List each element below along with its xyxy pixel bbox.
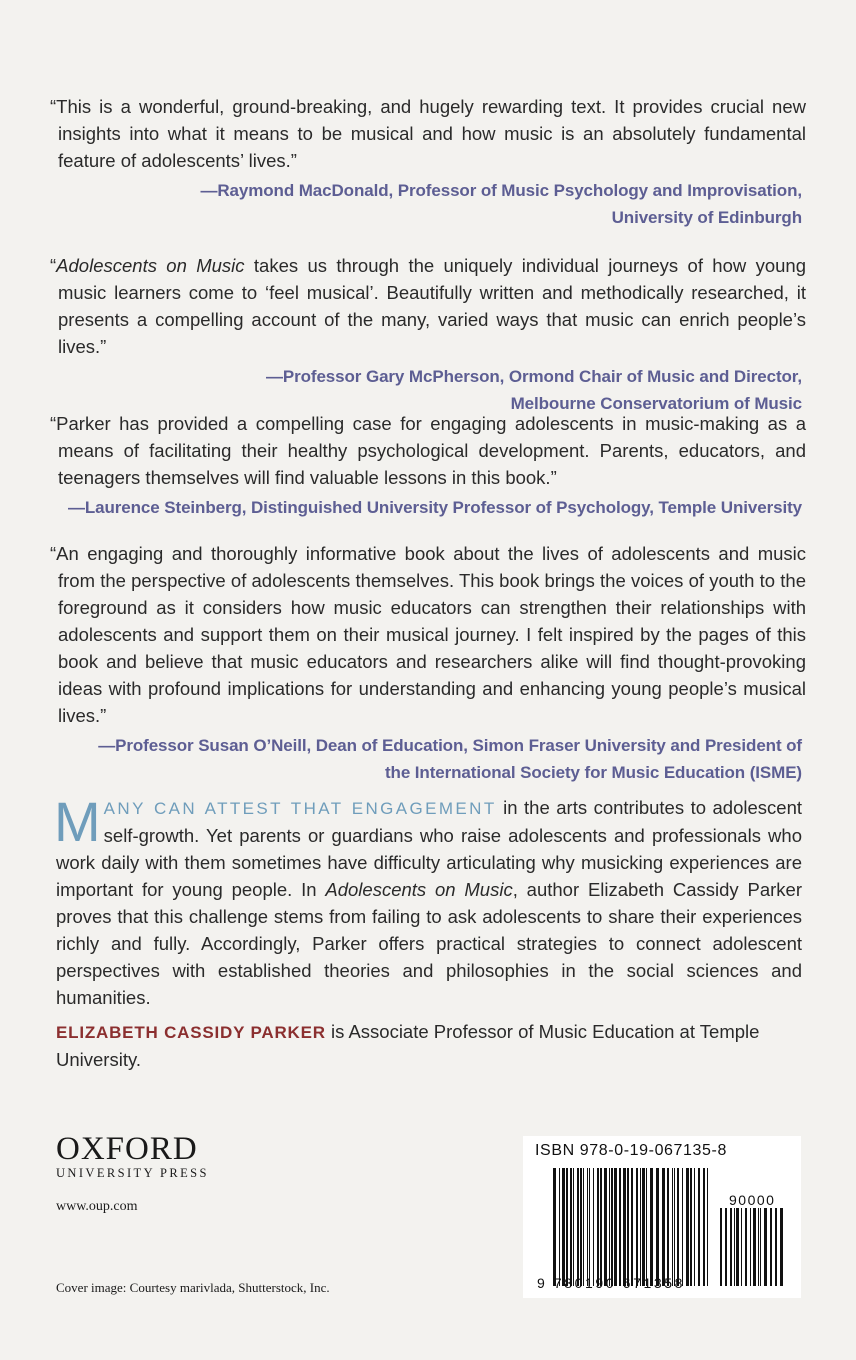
logo-subtitle: UNIVERSITY PRESS <box>56 1166 209 1180</box>
quote-text: “This is a wonderful, ground-breaking, and hugely rewarding text. It provides crucial new insights into what it means to be musical and how music is an absolutely fundamental feature of adolescents’ lives.” <box>50 96 806 171</box>
quote-text: “Adolescents on Music takes us through the uniquely individual journeys of how young music learners come to ‘feel musical’. Beautifully written and methodically researched, it presents a compelling account of the many, varied ways that music can enrich people’s lives.” <box>50 255 806 357</box>
quote-text: “Parker has provided a compelling case for engaging adolescents in music-making as a means of facilitating their healthy psychological development. Parents, educators, and teenagers themselves will find valuable lessons in this book.” <box>50 413 806 488</box>
isbn-label: ISBN 978-0-19-067135-8 <box>535 1142 727 1159</box>
price-addon: 90000 <box>729 1192 776 1208</box>
quote-attribution: —Professor Susan O’Neill, Dean of Education, Simon Fraser University and President of the International Society for Music Education (ISME) <box>98 736 802 782</box>
ean-digits: 9 780190 671358 <box>537 1275 685 1291</box>
isbn-barcode <box>523 1136 801 1298</box>
quote-attribution: —Professor Gary McPherson, Ormond Chair of Music and Director, Melbourne Conservatorium of Music <box>265 367 802 413</box>
publisher-website: www.oup.com <box>56 1199 138 1214</box>
endorsement-quote-3 <box>50 410 806 521</box>
book-title-italic: Adolescents on Music <box>325 879 513 900</box>
endorsement-quote-2 <box>50 252 806 417</box>
book-description: MANY CAN ATTEST THAT ENGAGEMENT in the arts contributes to adolescent self-growth. Yet parents or guardians who raise adolescents and professionals who work daily with them sometimes have difficulty articulating why musicking experiences are important for young people. In Adolescents on Music, author Elizabeth Cassidy Parker proves that this challenge stems from failing to ask adolescents to share their experiences richly and fully. Accordingly, Parker offers practical strategies to connect adolescent perspectives with established theories and philosophies in the social sciences and humanities. <box>54 790 803 1008</box>
publisher-logo <box>56 1132 209 1180</box>
quote-attribution: —Raymond MacDonald, Professor of Music Psychology and Improvisation, University of Edinburgh <box>200 181 802 227</box>
endorsement-quote-4 <box>50 540 806 786</box>
endorsement-quote-1 <box>50 93 806 231</box>
quote-text: “An engaging and thoroughly informative book about the lives of adolescents and music from the perspective of adolescents themselves. This book brings the voices of youth to the foreground as it considers how music educators can strengthen their relationships with adolescents and support them on their musical journey. I felt inspired by the pages of this book and believe that music educators and researchers alike will find thought-provoking ideas with profound implications for understanding and enhancing young people’s musical lives.” <box>50 543 806 726</box>
logo-wordmark: OXFORD <box>56 1131 198 1167</box>
author-name: ELIZABETH CASSIDY PARKER <box>56 1023 326 1042</box>
quote-attribution: —Laurence Steinberg, Distinguished University Professor of Psychology, Temple University <box>67 498 802 517</box>
cover-credit: Cover image: Courtesy marivlada, Shutterstock, Inc. <box>56 1280 330 1295</box>
barcode-bars-icon <box>523 1136 801 1298</box>
lead-in-small-caps: ANY CAN ATTEST THAT ENGAGEMENT <box>103 799 497 818</box>
author-bio: ELIZABETH CASSIDY PARKER is Associate Professor of Music Education at Temple University. <box>56 1021 760 1070</box>
drop-cap: M <box>54 790 101 853</box>
